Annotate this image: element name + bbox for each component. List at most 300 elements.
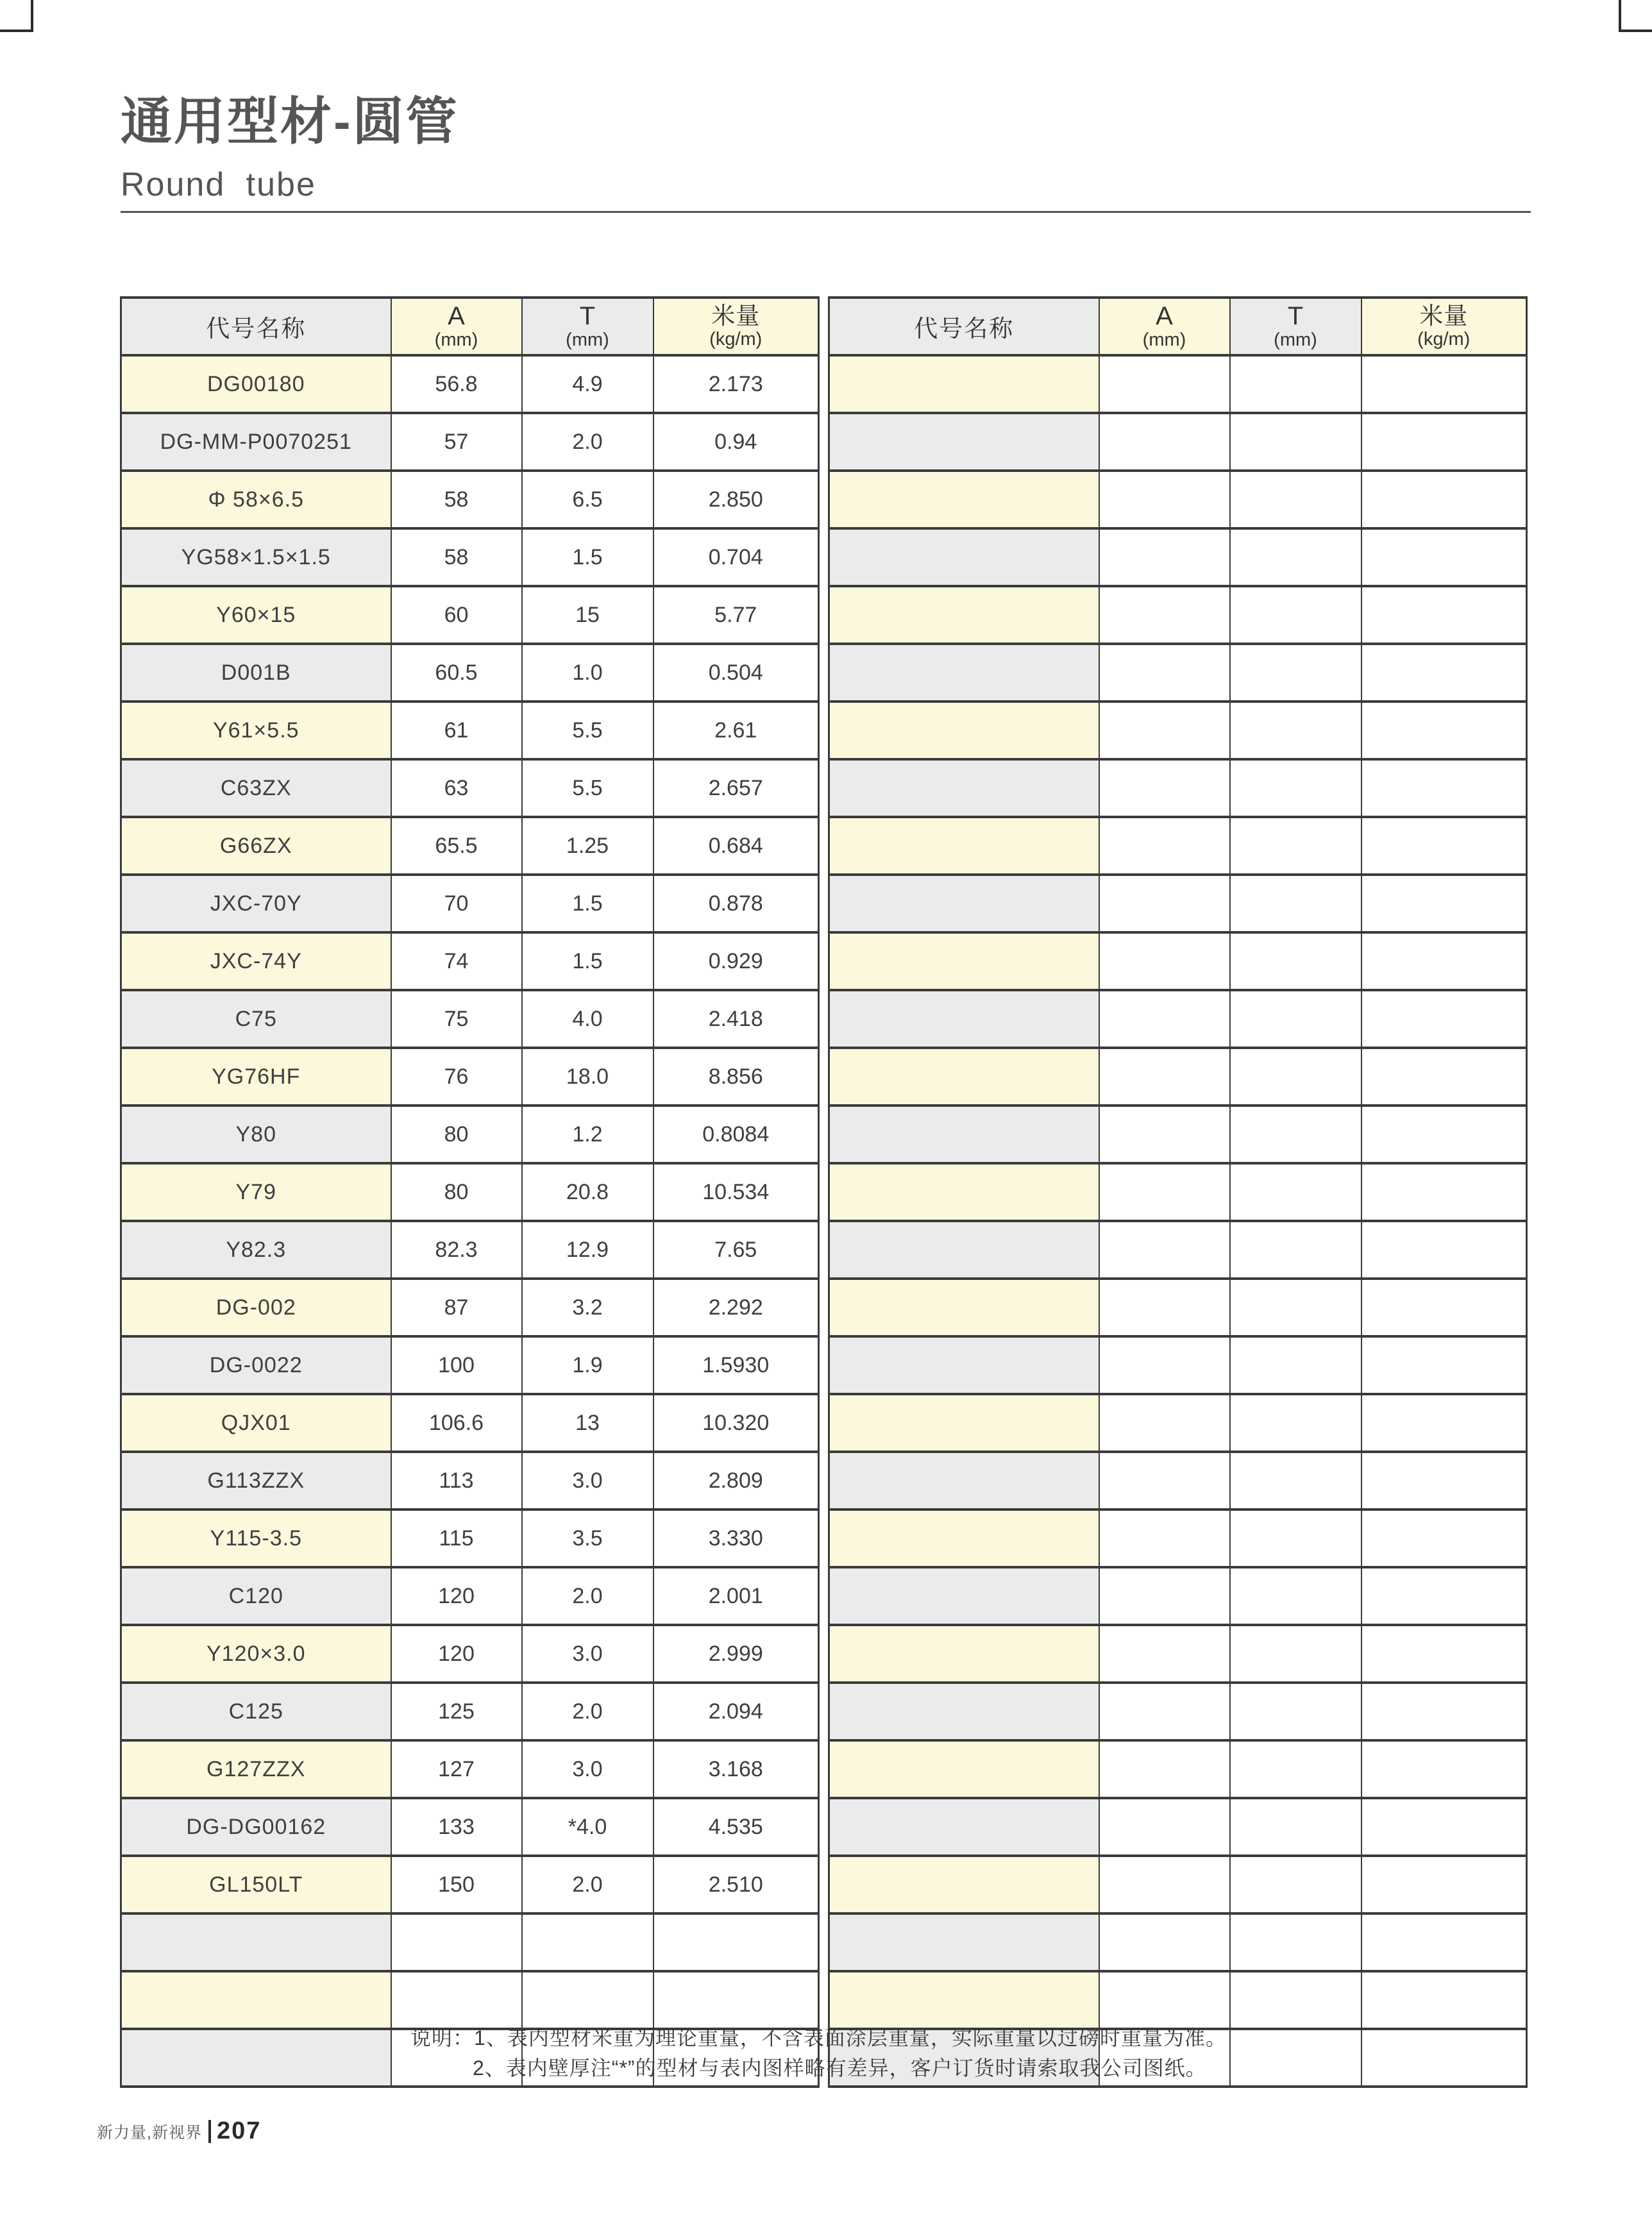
cell-t-mm	[1230, 1163, 1361, 1221]
table-row	[829, 1048, 1527, 1106]
cell-code-name	[829, 413, 1099, 471]
cell-t-mm	[1230, 1336, 1361, 1394]
cell-t-mm: 1.2	[522, 1106, 653, 1163]
table-row	[829, 413, 1527, 471]
table-row	[829, 1856, 1527, 1913]
cell-t-mm: 5.5	[522, 759, 653, 817]
cell-code-name	[829, 1336, 1099, 1394]
cell-weight: 2.850	[653, 471, 819, 528]
cell-a-mm: 76	[391, 1048, 522, 1106]
note-line-1	[410, 2023, 1227, 2053]
table-row	[121, 1394, 819, 1452]
cell-a-mm	[1099, 990, 1230, 1048]
header-row	[121, 298, 819, 355]
cell-a-mm: 120	[391, 1625, 522, 1683]
cell-t-mm	[1230, 702, 1361, 759]
cell-weight: 3.330	[653, 1509, 819, 1567]
crop-mark-top-right-icon	[1619, 0, 1652, 32]
cell-a-mm	[1099, 702, 1230, 759]
cell-a-mm	[1099, 1683, 1230, 1740]
footer-page-number: 207	[216, 2117, 262, 2144]
cell-weight: 7.65	[653, 1221, 819, 1279]
cell-t-mm	[1230, 1683, 1361, 1740]
cell-code-name	[829, 1740, 1099, 1798]
cell-a-mm: 150	[391, 1856, 522, 1913]
cell-weight	[1361, 1913, 1527, 1971]
cell-t-mm: 2.0	[522, 1683, 653, 1740]
table-row	[121, 471, 819, 528]
cell-weight: 2.61	[653, 702, 819, 759]
table-row	[121, 413, 819, 471]
cell-weight	[1361, 1625, 1527, 1683]
cell-weight: 4.535	[653, 1798, 819, 1856]
cell-a-mm	[1099, 586, 1230, 644]
col-header-a: A (mm)	[391, 298, 522, 355]
cell-weight	[1361, 1279, 1527, 1336]
notes	[410, 2023, 1227, 2083]
page-title: 通用型材-圆管	[121, 93, 459, 150]
cell-a-mm	[1099, 644, 1230, 702]
cell-code-name: Y82.3	[121, 1221, 391, 1279]
table-row	[829, 932, 1527, 990]
cell-weight: 2.510	[653, 1856, 819, 1913]
cell-code-name	[829, 1567, 1099, 1625]
cell-weight	[1361, 1683, 1527, 1740]
cell-weight	[1361, 759, 1527, 817]
cell-code-name: D001B	[121, 644, 391, 702]
col-header-name: 代号名称	[121, 298, 391, 355]
cell-code-name: C125	[121, 1683, 391, 1740]
cell-a-mm	[1099, 1740, 1230, 1798]
table-row	[121, 1798, 819, 1856]
cell-a-mm	[391, 1913, 522, 1971]
cell-code-name: Y115-3.5	[121, 1509, 391, 1567]
cell-t-mm: 1.25	[522, 817, 653, 875]
table-row	[121, 990, 819, 1048]
cell-a-mm: 120	[391, 1567, 522, 1625]
cell-code-name	[829, 759, 1099, 817]
table-row	[829, 586, 1527, 644]
cell-a-mm	[1099, 1913, 1230, 1971]
cell-t-mm	[1230, 1509, 1361, 1567]
cell-t-mm	[1230, 1567, 1361, 1625]
cell-a-mm	[1099, 932, 1230, 990]
cell-weight: 10.320	[653, 1394, 819, 1452]
table-row	[829, 1163, 1527, 1221]
cell-code-name	[829, 702, 1099, 759]
cell-t-mm: 2.0	[522, 413, 653, 471]
cell-weight	[1361, 413, 1527, 471]
cell-a-mm: 60.5	[391, 644, 522, 702]
cell-code-name	[829, 1221, 1099, 1279]
col-header-name: 代号名称	[829, 298, 1099, 355]
cell-a-mm	[1099, 1567, 1230, 1625]
table-row	[121, 702, 819, 759]
cell-a-mm	[1099, 759, 1230, 817]
cell-t-mm	[1230, 1452, 1361, 1509]
cell-code-name	[829, 932, 1099, 990]
cell-t-mm: 3.0	[522, 1625, 653, 1683]
table-row	[121, 932, 819, 990]
cell-a-mm: 61	[391, 702, 522, 759]
cell-t-mm	[1230, 1798, 1361, 1856]
cell-t-mm	[1230, 759, 1361, 817]
cell-weight: 0.704	[653, 528, 819, 586]
page-footer	[97, 2117, 261, 2145]
cell-code-name	[829, 355, 1099, 413]
cell-weight	[1361, 644, 1527, 702]
cell-code-name: DG-MM-P0070251	[121, 413, 391, 471]
cell-t-mm	[1230, 1913, 1361, 1971]
cell-a-mm: 74	[391, 932, 522, 990]
cell-code-name	[829, 471, 1099, 528]
table-row	[829, 1625, 1527, 1683]
cell-a-mm: 70	[391, 875, 522, 932]
cell-weight	[1361, 1394, 1527, 1452]
col-header-t: T (mm)	[522, 298, 653, 355]
table-row	[121, 759, 819, 817]
cell-a-mm: 80	[391, 1106, 522, 1163]
cell-code-name: G66ZX	[121, 817, 391, 875]
cell-weight: 2.657	[653, 759, 819, 817]
cell-a-mm	[1099, 1798, 1230, 1856]
cell-a-mm: 58	[391, 471, 522, 528]
cell-code-name	[829, 990, 1099, 1048]
cell-a-mm	[1099, 1625, 1230, 1683]
cell-t-mm	[522, 1971, 653, 2029]
cell-t-mm	[1230, 1221, 1361, 1279]
table-row	[121, 528, 819, 586]
crop-mark-top-left-icon	[0, 0, 33, 32]
table-row	[829, 1740, 1527, 1798]
cell-t-mm	[1230, 1048, 1361, 1106]
cell-a-mm	[1099, 1048, 1230, 1106]
cell-code-name: DG-002	[121, 1279, 391, 1336]
table-row	[829, 702, 1527, 759]
cell-weight	[1361, 1163, 1527, 1221]
cell-weight	[1361, 932, 1527, 990]
cell-code-name	[829, 1913, 1099, 1971]
note-line-2: 2、表内壁厚注“*”的型材与表内图样略有差异，客户订货时请索取我公司图纸。	[473, 2056, 1207, 2080]
table-row	[121, 644, 819, 702]
cell-code-name: GL150LT	[121, 1856, 391, 1913]
cell-weight	[1361, 528, 1527, 586]
cell-t-mm	[1230, 1106, 1361, 1163]
cell-a-mm: 125	[391, 1683, 522, 1740]
cell-a-mm	[1099, 1163, 1230, 1221]
cell-t-mm	[1230, 413, 1361, 471]
table-row	[121, 1106, 819, 1163]
cell-weight: 0.878	[653, 875, 819, 932]
table-row	[121, 1509, 819, 1567]
table-row	[121, 1163, 819, 1221]
table-row	[829, 1971, 1527, 2029]
cell-weight	[1361, 817, 1527, 875]
cell-code-name: QJX01	[121, 1394, 391, 1452]
cell-code-name	[829, 1971, 1099, 2029]
cell-code-name	[829, 1856, 1099, 1913]
table-row	[829, 1279, 1527, 1336]
cell-weight	[1361, 1740, 1527, 1798]
table-row	[121, 1567, 819, 1625]
cell-code-name	[829, 586, 1099, 644]
table-row	[121, 355, 819, 413]
cell-t-mm	[1230, 875, 1361, 932]
cell-code-name	[829, 1106, 1099, 1163]
cell-code-name	[829, 1452, 1099, 1509]
cell-weight	[1361, 586, 1527, 644]
table-row	[121, 1740, 819, 1798]
cell-a-mm	[1099, 1509, 1230, 1567]
table-row	[121, 1683, 819, 1740]
cell-a-mm	[391, 1971, 522, 2029]
cell-t-mm	[1230, 817, 1361, 875]
table-row	[829, 471, 1527, 528]
cell-weight: 2.418	[653, 990, 819, 1048]
table-row	[829, 817, 1527, 875]
cell-t-mm: 5.5	[522, 702, 653, 759]
cell-weight: 10.534	[653, 1163, 819, 1221]
cell-code-name	[829, 1625, 1099, 1683]
cell-weight	[1361, 355, 1527, 413]
cell-weight	[1361, 471, 1527, 528]
cell-a-mm: 127	[391, 1740, 522, 1798]
cell-weight	[1361, 1856, 1527, 1913]
cell-t-mm: 12.9	[522, 1221, 653, 1279]
cell-code-name	[121, 2029, 391, 2087]
cell-t-mm	[1230, 2029, 1361, 2087]
spec-table-right	[828, 296, 1528, 2088]
cell-a-mm	[1099, 528, 1230, 586]
cell-code-name: Φ 58×6.5	[121, 471, 391, 528]
col-header-t: T (mm)	[1230, 298, 1361, 355]
cell-weight	[1361, 1509, 1527, 1567]
cell-a-mm	[1099, 875, 1230, 932]
cell-code-name: JXC-70Y	[121, 875, 391, 932]
cell-weight	[1361, 2029, 1527, 2087]
cell-a-mm	[1099, 817, 1230, 875]
note-prefix: 说明：	[410, 2026, 475, 2049]
cell-weight	[1361, 1048, 1527, 1106]
cell-code-name	[829, 1163, 1099, 1221]
cell-code-name: YG58×1.5×1.5	[121, 528, 391, 586]
table-row	[829, 1221, 1527, 1279]
cell-a-mm: 75	[391, 990, 522, 1048]
cell-t-mm: 1.5	[522, 932, 653, 990]
cell-a-mm: 56.8	[391, 355, 522, 413]
table-row	[829, 528, 1527, 586]
cell-a-mm: 82.3	[391, 1221, 522, 1279]
spec-tables	[120, 296, 1528, 2088]
cell-a-mm: 87	[391, 1279, 522, 1336]
cell-t-mm	[1230, 1394, 1361, 1452]
cell-code-name	[829, 528, 1099, 586]
cell-code-name: Y79	[121, 1163, 391, 1221]
cell-a-mm: 57	[391, 413, 522, 471]
table-row	[829, 1567, 1527, 1625]
cell-weight	[1361, 1221, 1527, 1279]
cell-a-mm: 113	[391, 1452, 522, 1509]
table-row	[829, 759, 1527, 817]
table-row	[829, 1106, 1527, 1163]
table-row	[829, 1798, 1527, 1856]
table-row	[829, 875, 1527, 932]
table-row	[121, 1048, 819, 1106]
cell-code-name	[829, 1509, 1099, 1567]
cell-code-name: YG76HF	[121, 1048, 391, 1106]
cell-code-name: Y120×3.0	[121, 1625, 391, 1683]
cell-a-mm	[1099, 471, 1230, 528]
cell-a-mm: 80	[391, 1163, 522, 1221]
cell-code-name	[829, 875, 1099, 932]
cell-t-mm	[1230, 932, 1361, 990]
cell-t-mm: 1.9	[522, 1336, 653, 1394]
cell-t-mm: 4.0	[522, 990, 653, 1048]
cell-weight: 5.77	[653, 586, 819, 644]
col-header-weight: 米量 (kg/m)	[653, 298, 819, 355]
cell-a-mm	[1099, 355, 1230, 413]
table-row	[121, 1452, 819, 1509]
cell-a-mm: 65.5	[391, 817, 522, 875]
cell-t-mm	[1230, 644, 1361, 702]
cell-code-name	[829, 1048, 1099, 1106]
cell-a-mm	[1099, 1106, 1230, 1163]
cell-a-mm	[1099, 1279, 1230, 1336]
table-row	[121, 1279, 819, 1336]
cell-t-mm: 6.5	[522, 471, 653, 528]
cell-weight	[1361, 1798, 1527, 1856]
cell-weight: 0.684	[653, 817, 819, 875]
cell-t-mm: 18.0	[522, 1048, 653, 1106]
cell-code-name: C63ZX	[121, 759, 391, 817]
title-divider	[121, 211, 1531, 213]
cell-a-mm	[1099, 1336, 1230, 1394]
cell-a-mm: 60	[391, 586, 522, 644]
cell-code-name: G127ZZX	[121, 1740, 391, 1798]
table-row	[121, 817, 819, 875]
cell-t-mm	[1230, 471, 1361, 528]
cell-code-name: DG-0022	[121, 1336, 391, 1394]
cell-a-mm: 58	[391, 528, 522, 586]
cell-code-name: JXC-74Y	[121, 932, 391, 990]
cell-code-name: C75	[121, 990, 391, 1048]
cell-code-name: DG-DG00162	[121, 1798, 391, 1856]
cell-a-mm: 63	[391, 759, 522, 817]
cell-weight: 1.5930	[653, 1336, 819, 1394]
cell-a-mm	[1099, 1971, 1230, 2029]
page-subtitle: Round tube	[121, 166, 316, 203]
cell-t-mm: 1.5	[522, 528, 653, 586]
table-row	[121, 1625, 819, 1683]
cell-a-mm: 115	[391, 1509, 522, 1567]
cell-code-name: Y61×5.5	[121, 702, 391, 759]
table-row	[829, 1913, 1527, 1971]
cell-t-mm: 20.8	[522, 1163, 653, 1221]
col-header-a: A (mm)	[1099, 298, 1230, 355]
table-row	[829, 1336, 1527, 1394]
col-header-weight: 米量 (kg/m)	[1361, 298, 1527, 355]
cell-weight: 0.94	[653, 413, 819, 471]
cell-code-name	[829, 1683, 1099, 1740]
cell-a-mm: 106.6	[391, 1394, 522, 1452]
cell-t-mm: 1.0	[522, 644, 653, 702]
table-row	[121, 875, 819, 932]
cell-t-mm: *4.0	[522, 1798, 653, 1856]
cell-weight	[1361, 702, 1527, 759]
cell-weight: 2.173	[653, 355, 819, 413]
cell-t-mm: 1.5	[522, 875, 653, 932]
cell-code-name: DG00180	[121, 355, 391, 413]
cell-t-mm	[1230, 355, 1361, 413]
cell-t-mm	[1230, 1279, 1361, 1336]
cell-code-name	[121, 1913, 391, 1971]
cell-t-mm: 3.5	[522, 1509, 653, 1567]
cell-code-name: C120	[121, 1567, 391, 1625]
cell-weight: 3.168	[653, 1740, 819, 1798]
cell-a-mm	[1099, 1221, 1230, 1279]
table-row	[121, 1221, 819, 1279]
cell-weight	[1361, 1971, 1527, 2029]
cell-weight	[653, 1913, 819, 1971]
cell-t-mm: 3.0	[522, 1452, 653, 1509]
table-row	[829, 990, 1527, 1048]
cell-t-mm	[1230, 990, 1361, 1048]
footer-brand: 新力量,新视界	[97, 2123, 202, 2142]
cell-t-mm	[1230, 528, 1361, 586]
cell-t-mm	[1230, 1971, 1361, 2029]
cell-t-mm	[1230, 1625, 1361, 1683]
table-row	[121, 586, 819, 644]
table-row	[121, 1336, 819, 1394]
cell-code-name	[829, 1798, 1099, 1856]
cell-weight	[1361, 990, 1527, 1048]
cell-weight: 2.292	[653, 1279, 819, 1336]
cell-weight: 8.856	[653, 1048, 819, 1106]
cell-weight: 2.001	[653, 1567, 819, 1625]
cell-a-mm	[1099, 1452, 1230, 1509]
cell-t-mm: 3.2	[522, 1279, 653, 1336]
cell-code-name: Y80	[121, 1106, 391, 1163]
spec-table-left	[120, 296, 820, 2088]
cell-t-mm: 15	[522, 586, 653, 644]
cell-a-mm	[1099, 1856, 1230, 1913]
cell-weight: 0.929	[653, 932, 819, 990]
table-row	[829, 644, 1527, 702]
table-row	[829, 1683, 1527, 1740]
cell-weight: 2.809	[653, 1452, 819, 1509]
cell-t-mm: 4.9	[522, 355, 653, 413]
cell-t-mm: 2.0	[522, 1567, 653, 1625]
note-1-text: 1、表内型材米重为理论重量，不含表面涂层重量，实际重量以过磅时重量为准。	[474, 2026, 1227, 2049]
table-row	[121, 1856, 819, 1913]
cell-code-name	[121, 1971, 391, 2029]
cell-a-mm: 133	[391, 1798, 522, 1856]
cell-a-mm	[1099, 413, 1230, 471]
cell-t-mm	[1230, 1740, 1361, 1798]
cell-t-mm: 2.0	[522, 1856, 653, 1913]
cell-code-name	[829, 644, 1099, 702]
footer-divider	[208, 2120, 211, 2143]
cell-t-mm	[1230, 586, 1361, 644]
cell-code-name: G113ZZX	[121, 1452, 391, 1509]
table-row	[829, 1394, 1527, 1452]
cell-weight: 0.8084	[653, 1106, 819, 1163]
cell-t-mm: 3.0	[522, 1740, 653, 1798]
table-row	[121, 1913, 819, 1971]
cell-a-mm	[1099, 1394, 1230, 1452]
header-row	[829, 298, 1527, 355]
table-row	[121, 1971, 819, 2029]
